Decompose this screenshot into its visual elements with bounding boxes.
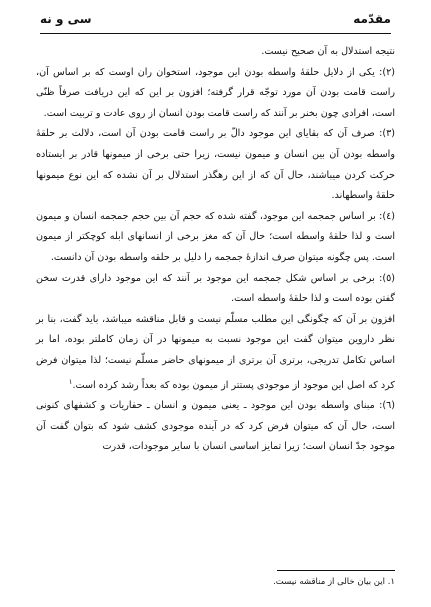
paragraph-3: (۳): صرف آن که بقایای این موجود دالّ بر راست قامت بودن آن است، دلالت بر حلقهٔ واسطه بودن آن بین انسان و میمون نیست، زیرا حتی برخی از میمونها قادر بر ایستاده حرکت کردن میباشند، حال آن که از این رهگذر استدلال بر آن نشده که این نوع میمونها حلقهٔ واسطهاند. (36, 128, 395, 202)
book-page-label: سی و نه (40, 12, 92, 26)
paragraph-5-continued-text: افزون بر آن که چگونگی این مطلب مسلّم نیست و قابل مناقشه میباشد، باید گفت، بنا بر نظر داروین میتوان گفت این موجود نسبت به میمونها در آن زمان کاملتر بوده، اما بر اساس تکامل تدریجی، برتری آن برتری از میمونهای حاضر مسلّم نیست؛ لذا میتوان فرض کرد که اصل این موجود از موجودی پستتر از میمون بوده که بعداً رشد کرده است. (36, 313, 395, 391)
paragraph-5-continued (36, 310, 395, 397)
body-text (36, 42, 395, 458)
chapter-title: مقدّمه (353, 12, 391, 26)
paragraph-intro: نتیجه استدلال به آن صحیح نیست. (261, 46, 395, 57)
paragraph-5: (٥): برخی بر اساس شکل جمجمه این موجود بر آنند که این موجود دارای قدرت سخن گفتن بوده است و لذا حلقهٔ واسطه است. (36, 272, 395, 305)
paragraph-2: (۲): یکی از دلایل حلقهٔ واسطه بودن این موجود، استخوان ران اوست که بر اساس آن، راست قامت بودن آن مورد توجّه قرار گرفته؛ افزون بر این که این دریافت صرفاً ظنّی است، افرادی چون بخنر بر آنند که راست قامت بودن انسان از روی عادت و تربیت است. (36, 66, 395, 119)
footnote: ۱. این بیان خالی از مناقشه نیست. (273, 577, 395, 587)
paragraph-4: (٤): بر اساس جمجمه این موجود، گفته شده که حجم آن بین حجم جمجمه انسان و میمون است و لذا حلقهٔ واسطه است؛ حال آن که مغز برخی از انسانهای ابله کوچکتر از میمون است. پس چگونه میتوان صرف اندازهٔ جمجمه را دلیل بر حلقه واسطه بودن آن دانست. (36, 210, 395, 263)
header-rule (40, 33, 391, 34)
footnote-rule (277, 570, 395, 571)
footnote-marker[interactable]: ۱ (68, 377, 73, 386)
page-header (40, 8, 391, 30)
paragraph-6: (٦): مبنای واسطه بودن این موجود ـ یعنی میمون و انسان ـ حفاریات و کشفهای کنونی است، حال آن که میتوان فرض کرد که در آینده موجودی کشف شود که بتوان گفت آن موجود جدّ انسان است؛ زیرا تمایز اساسی انسان با سایر موجودات، قدرت (36, 400, 395, 453)
